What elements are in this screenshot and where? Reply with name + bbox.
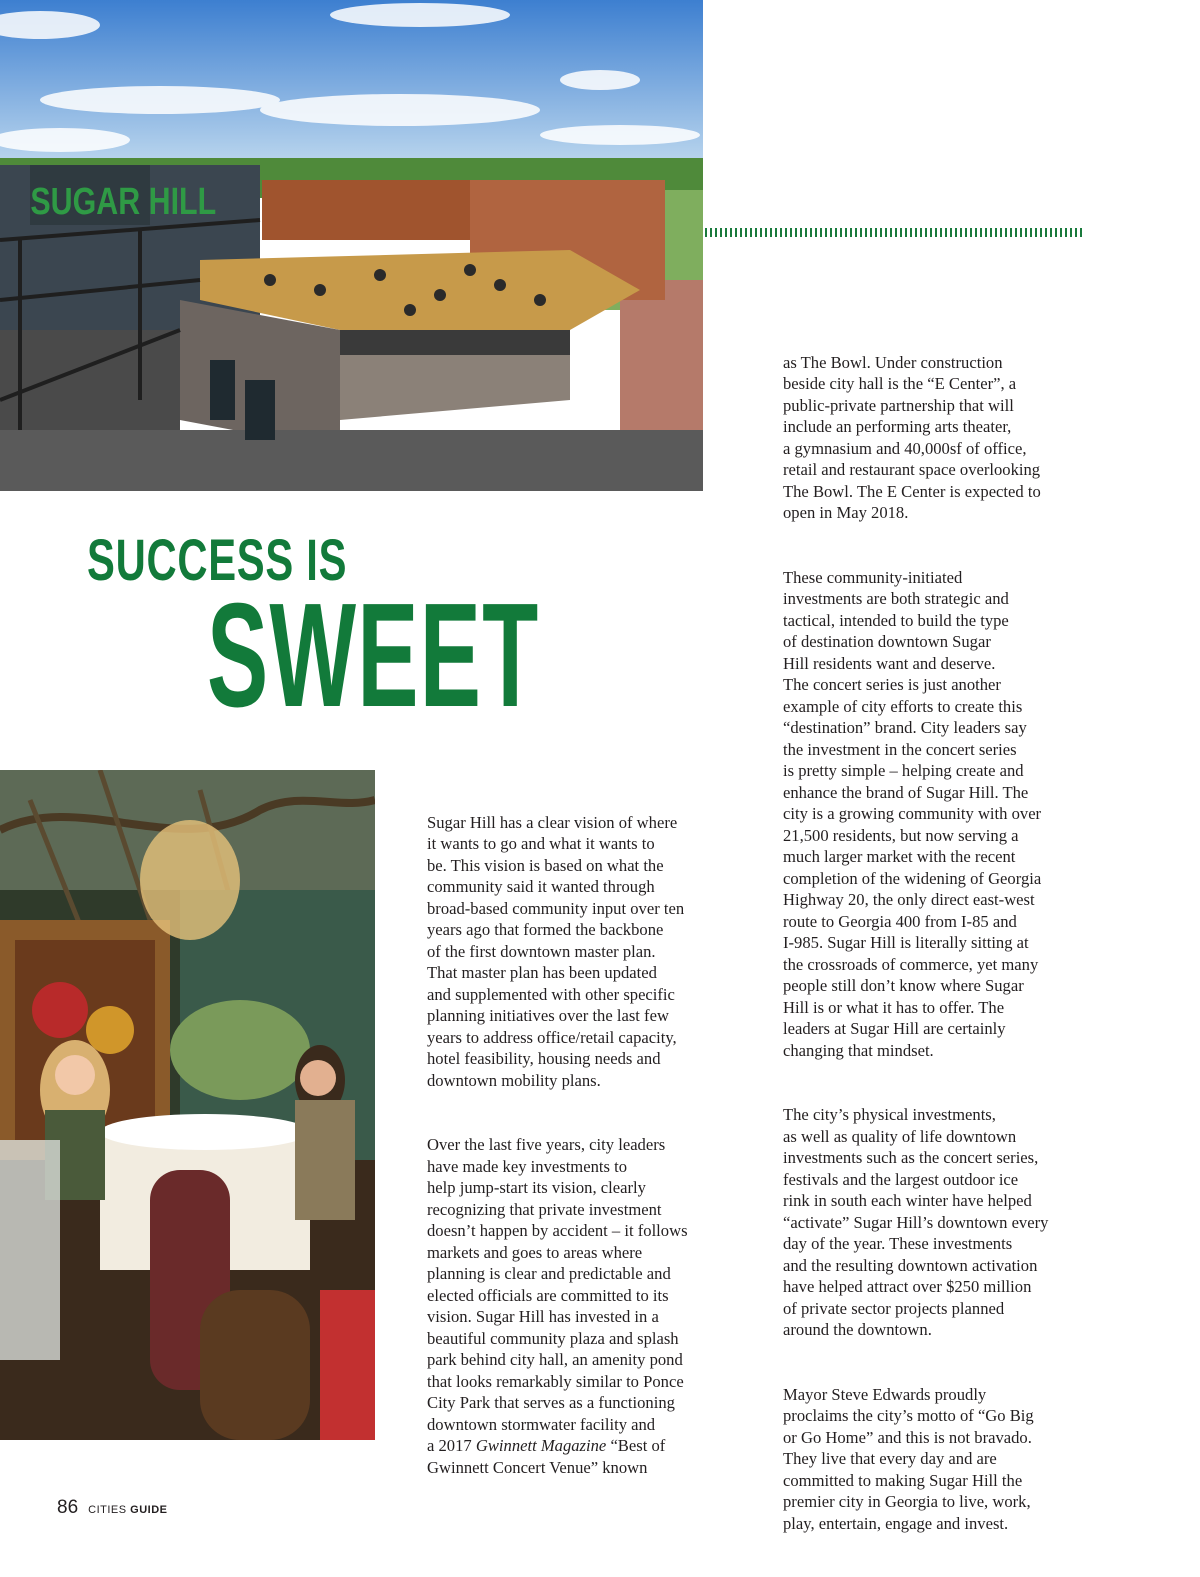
page-footer	[57, 1497, 168, 1519]
divider-rule	[705, 228, 1085, 237]
article-paragraph: The city’s physical investments, as well as quality of life downtown investments such as the concert series, festivals and the largest outdoor ice rink in south each winter have helped “activate” Sugar Hill’s downtown every day of the year. These investments and the resulting downtown activation have helped attract over $250 million of private sector projects planned around the downtown.	[783, 1105, 1049, 1339]
page-number: 86	[57, 1497, 79, 1518]
headline-line-1: SUCCESS IS	[87, 528, 348, 593]
hero-rooftop-image	[0, 0, 703, 491]
article-paragraph: These community-initiated investments are both strategic and tactical, intended to build the type of destination downtown Sugar Hill residents want and deserve. The concert series is just another example of city efforts to create this “destination” brand. City leaders say the investment in the concert series is pretty simple – helping create and enhance the brand of Sugar Hill. The city is a growing community with over 21,500 residents, but now serving a much larger market with the recent completion of the widening of Georgia Highway 20, the only direct east-west route to Georgia 400 from I-85 and I-985. Sugar Hill is literally sitting at the crossroads of commerce, yet many people still don’t know where Sugar Hill is or what it has to offer. The leaders at Sugar Hill are certainly changing that mindset.	[783, 567, 1042, 1060]
headline-line-2: SWEET	[207, 573, 540, 738]
cafe-photo	[0, 770, 375, 1440]
sugar-hill-sign: SUGAR HILL	[30, 180, 217, 223]
article-paragraph: Mayor Steve Edwards proudly proclaims the city’s motto of “Go Big or Go Home” and this is not bravado. They live that every day and are committed to making Sugar Hill the premier city in Georgia to live, work, play, entertain, engage and invest.	[783, 1384, 1034, 1533]
article-column-right	[783, 330, 1083, 1577]
article-paragraph: Over the last five years, city leaders have made key investments to help jump-start its vision, clearly recognizing that private investment doesn’t happen by accident – it follows markets and goes to areas where planning is clear and predictable and elected officials are committed to its vision. Sugar Hill has invested in a beautiful community plaza and splash park behind city hall, an amenity pond that looks remarkably similar to Ponce City Park that serves as a functioning downtown stormwater facility and a 2017 Gwinnett Magazine “Best of Gwinnett Concert Venue” known	[427, 1135, 688, 1477]
magazine-title: Gwinnett Magazine	[475, 1436, 607, 1455]
article-paragraph: as The Bowl. Under construction beside city hall is the “E Center”, a public-private partnership that will include an performing arts theater, a gymnasium and 40,000sf of office, retail and restaurant space overlooking The Bowl. The E Center is expected to open in May 2018.	[783, 352, 1041, 522]
article-column-middle	[427, 790, 727, 1521]
article-paragraph: Sugar Hill has a clear vision of where it wants to go and what it wants to be. This vision is based on what the community said it wanted through broad-based community input over ten years ago that formed the backbone of the first downtown master plan. That master plan has been updated and supplemented with other specific planning initiatives over the last few years to address office/retail capacity, hotel feasibility, housing needs and downtown mobility plans.	[427, 812, 685, 1090]
article-text: “Best of Gwinnett Concert Venue” known	[427, 1436, 666, 1477]
publication-name: CITIES GUIDE	[88, 1504, 168, 1516]
article-text: a 2017	[427, 1436, 476, 1455]
